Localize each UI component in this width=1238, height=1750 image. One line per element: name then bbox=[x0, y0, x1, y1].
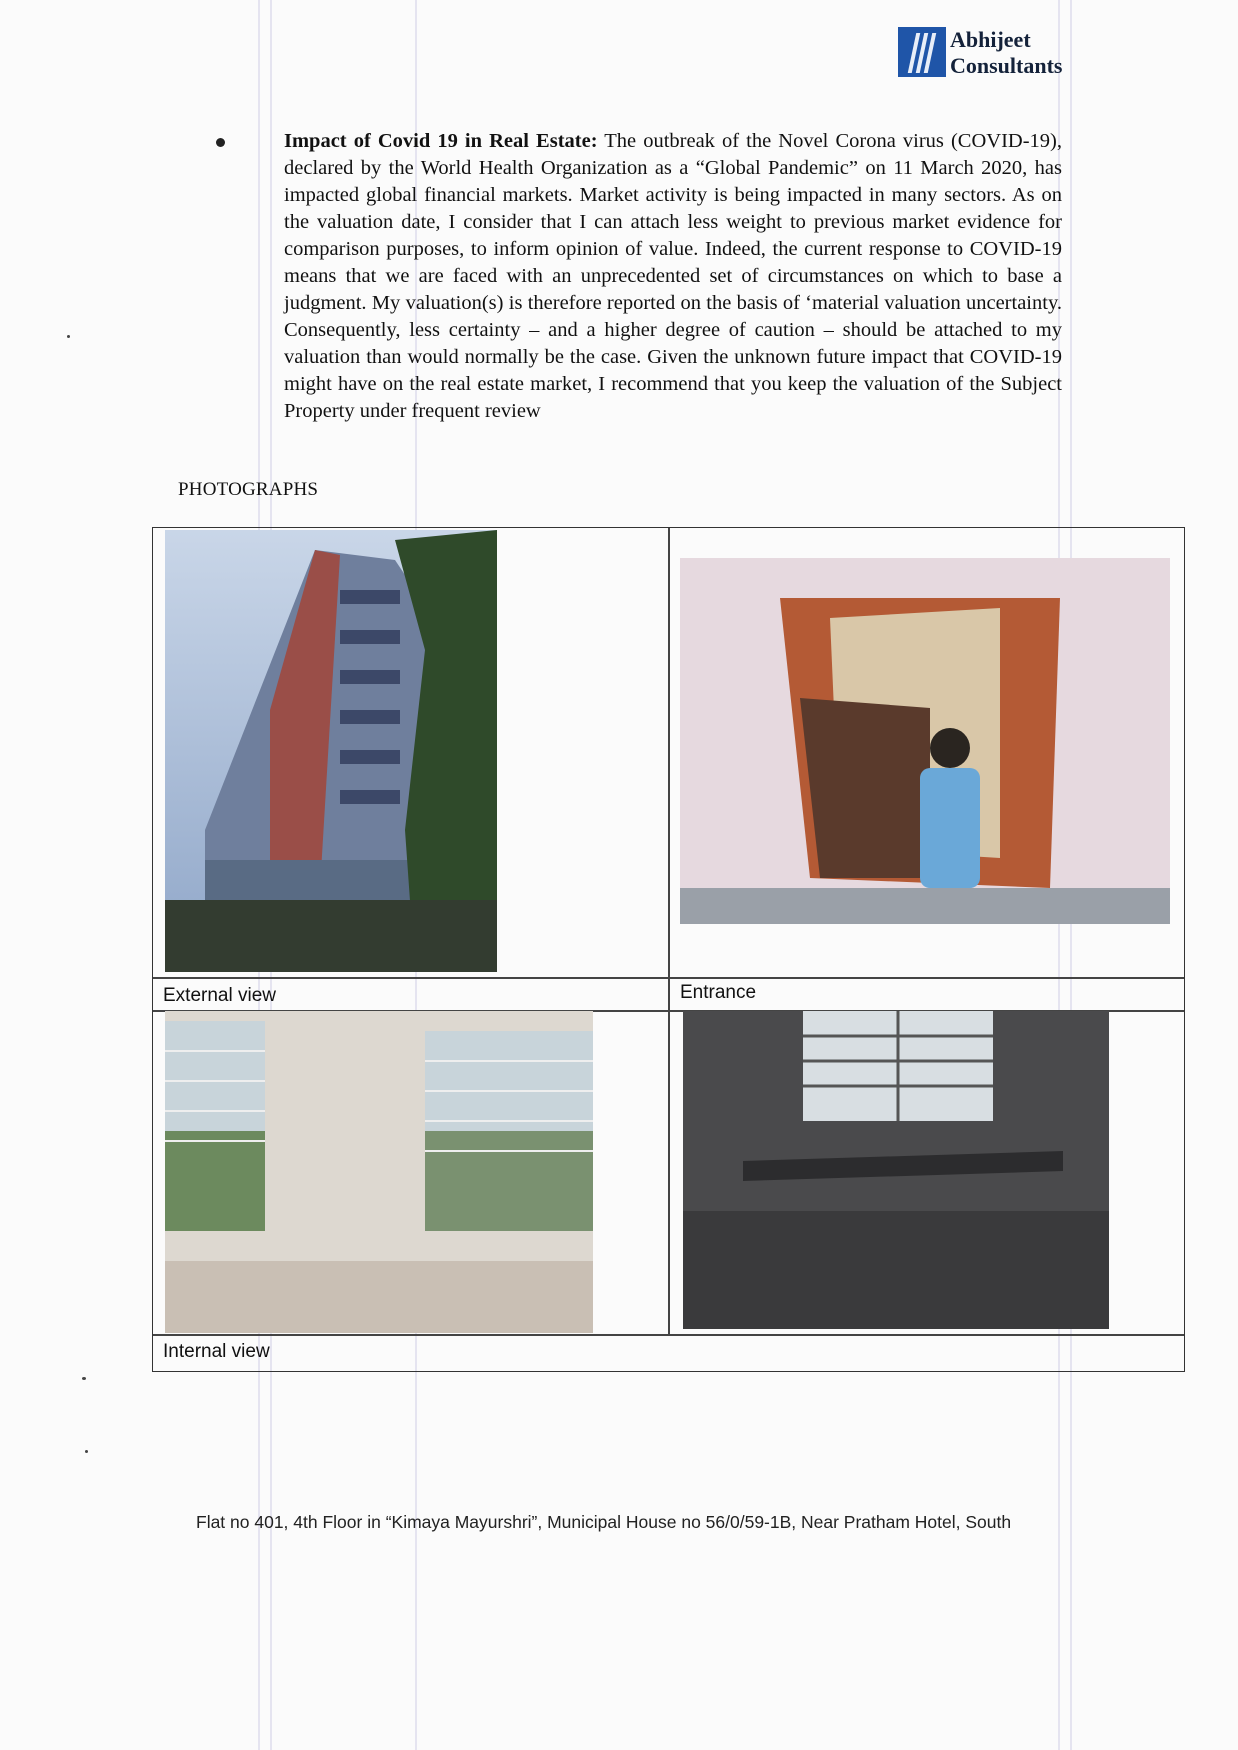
building-photo-icon bbox=[165, 530, 497, 972]
doorway-photo-icon bbox=[680, 558, 1170, 924]
entrance-photo bbox=[680, 558, 1170, 924]
scan-speck bbox=[82, 1377, 86, 1380]
bullet-icon bbox=[216, 138, 225, 147]
caption-external-view: External view bbox=[163, 985, 276, 1006]
caption-internal-view: Internal view bbox=[163, 1341, 270, 1362]
company-logo bbox=[898, 27, 1062, 79]
footer-address: Flat no 401, 4th Floor in “Kimaya Mayurshri”, Municipal House no 56/0/59-1B, Near Pratham Hotel, South bbox=[196, 1512, 1012, 1532]
logo-mark-icon bbox=[898, 27, 946, 77]
internal-view-photo-2 bbox=[683, 1011, 1109, 1329]
table-divider bbox=[668, 528, 670, 1334]
logo-line-2: Consultants bbox=[950, 53, 1063, 78]
photographs-label: PHOTOGRAPHS bbox=[178, 479, 319, 500]
photo-table bbox=[152, 527, 1185, 1372]
caption-entrance: Entrance bbox=[680, 982, 757, 1003]
table-divider bbox=[153, 1334, 1184, 1336]
covid-impact-paragraph bbox=[284, 128, 1062, 425]
external-view-photo bbox=[165, 530, 497, 972]
logo-line-1: Abhijeet bbox=[950, 27, 1031, 52]
room-photo-icon bbox=[683, 1011, 1109, 1329]
covid-impact-body: The outbreak of the Novel Corona virus (COVID-19), declared by the World Health Organization as a “Global Pandemic” on 11 March 2020, has impacted global financial markets. Market activity is being impacted in many sectors. As on the valuation date, I consider that I can attach less weight to previous market evidence for comparison purposes, to inform opinion of value. Indeed, the current response to COVID-19 means that we are faced with an unprecedented set of circumstances on which to base a judgment. My valuation(s) is therefore reported on the basis of ‘material valuation uncertainty. Consequently, less certainty – and a higher degree of caution – should be attached to my valuation than would normally be the case. Given the unknown future impact that COVID-19 might have on the real estate market, I recommend that you keep the valuation of the Subject Property under frequent review bbox=[284, 130, 1062, 422]
room-photo-icon bbox=[165, 1011, 593, 1333]
scan-speck bbox=[85, 1450, 88, 1453]
table-divider bbox=[153, 977, 1184, 979]
logo-text bbox=[950, 27, 1062, 79]
scan-speck bbox=[67, 335, 70, 338]
internal-view-photo-1 bbox=[165, 1011, 593, 1333]
covid-impact-heading: Impact of Covid 19 in Real Estate: bbox=[284, 130, 598, 152]
